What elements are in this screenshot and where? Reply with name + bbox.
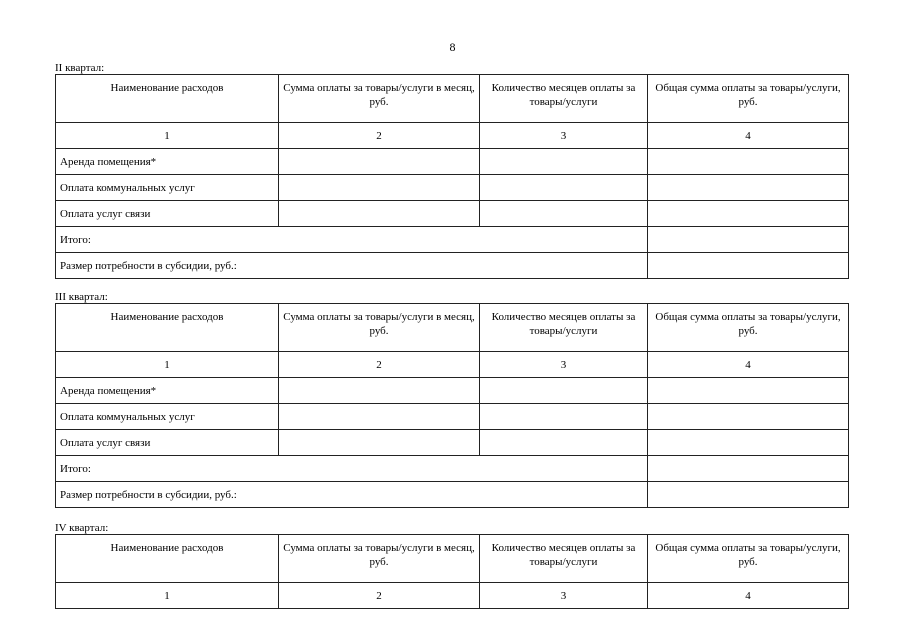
header-months-count: Количество месяцев оплаты за товары/услуги: [480, 304, 648, 352]
column-number-row: [56, 352, 849, 378]
table-row: [56, 149, 849, 175]
row-label-communications: Оплата услуг связи: [56, 201, 279, 227]
quarter-2-table: [55, 74, 849, 279]
cell-months-count[interactable]: [480, 404, 648, 430]
row-label-total: Итого:: [56, 456, 648, 482]
row-label-rent: Аренда помещения*: [56, 149, 279, 175]
header-monthly-payment: Сумма оплаты за товары/услуги в месяц, руб.: [279, 304, 480, 352]
table-row: [56, 456, 849, 482]
column-number: 4: [648, 123, 849, 149]
column-number: 2: [279, 352, 480, 378]
column-number: 4: [648, 352, 849, 378]
cell-monthly-payment[interactable]: [279, 378, 480, 404]
column-number-row: [56, 583, 849, 609]
table-row: [56, 430, 849, 456]
cell-months-count[interactable]: [480, 149, 648, 175]
header-total-payment: Общая сумма оплаты за товары/услуги, руб.: [648, 535, 849, 583]
row-label-utilities: Оплата коммунальных услуг: [56, 175, 279, 201]
row-label-rent: Аренда помещения*: [56, 378, 279, 404]
quarter-3-label: III квартал:: [55, 291, 108, 303]
header-monthly-payment: Сумма оплаты за товары/услуги в месяц, руб.: [279, 535, 480, 583]
cell-months-count[interactable]: [480, 175, 648, 201]
header-total-payment: Общая сумма оплаты за товары/услуги, руб.: [648, 75, 849, 123]
column-number: 4: [648, 583, 849, 609]
header-row: [56, 535, 849, 583]
column-number: 1: [56, 352, 279, 378]
cell-total-payment[interactable]: [648, 378, 849, 404]
cell-monthly-payment[interactable]: [279, 201, 480, 227]
cell-months-count[interactable]: [480, 430, 648, 456]
row-label-subsidy: Размер потребности в субсидии, руб.:: [56, 482, 648, 508]
column-number-row: [56, 123, 849, 149]
quarter-3-table: [55, 303, 849, 508]
cell-subsidy-value[interactable]: [648, 482, 849, 508]
row-label-total: Итого:: [56, 227, 648, 253]
cell-total-payment[interactable]: [648, 404, 849, 430]
cell-subsidy-value[interactable]: [648, 253, 849, 279]
table-row: [56, 378, 849, 404]
column-number: 1: [56, 583, 279, 609]
quarter-2-label: II квартал:: [55, 62, 105, 74]
row-label-communications: Оплата услуг связи: [56, 430, 279, 456]
table-row: [56, 201, 849, 227]
cell-monthly-payment[interactable]: [279, 430, 480, 456]
cell-months-count[interactable]: [480, 378, 648, 404]
table-row: [56, 175, 849, 201]
header-total-payment: Общая сумма оплаты за товары/услуги, руб.: [648, 304, 849, 352]
cell-total-payment[interactable]: [648, 201, 849, 227]
cell-total-value[interactable]: [648, 227, 849, 253]
column-number: 1: [56, 123, 279, 149]
cell-total-payment[interactable]: [648, 430, 849, 456]
quarter-4-label: IV квартал:: [55, 522, 109, 534]
header-expense-name: Наименование расходов: [56, 304, 279, 352]
header-monthly-payment: Сумма оплаты за товары/услуги в месяц, руб.: [279, 75, 480, 123]
header-expense-name: Наименование расходов: [56, 75, 279, 123]
header-expense-name: Наименование расходов: [56, 535, 279, 583]
header-months-count: Количество месяцев оплаты за товары/услуги: [480, 535, 648, 583]
quarter-2-section: [55, 62, 848, 279]
cell-monthly-payment[interactable]: [279, 404, 480, 430]
column-number: 3: [480, 583, 648, 609]
row-label-subsidy: Размер потребности в субсидии, руб.:: [56, 253, 648, 279]
cell-months-count[interactable]: [480, 201, 648, 227]
header-row: [56, 304, 849, 352]
table-row: [56, 404, 849, 430]
column-number: 2: [279, 123, 480, 149]
page-number: 8: [449, 40, 456, 54]
header-row: [56, 75, 849, 123]
cell-total-payment[interactable]: [648, 175, 849, 201]
cell-monthly-payment[interactable]: [279, 175, 480, 201]
column-number: 3: [480, 123, 648, 149]
cell-monthly-payment[interactable]: [279, 149, 480, 175]
table-row: [56, 253, 849, 279]
row-label-utilities: Оплата коммунальных услуг: [56, 404, 279, 430]
quarter-4-section: [55, 522, 848, 609]
column-number: 2: [279, 583, 480, 609]
column-number: 3: [480, 352, 648, 378]
table-row: [56, 482, 849, 508]
header-months-count: Количество месяцев оплаты за товары/услуги: [480, 75, 648, 123]
quarter-3-section: [55, 291, 848, 508]
quarter-4-table: [55, 534, 849, 609]
table-row: [56, 227, 849, 253]
cell-total-payment[interactable]: [648, 149, 849, 175]
cell-total-value[interactable]: [648, 456, 849, 482]
